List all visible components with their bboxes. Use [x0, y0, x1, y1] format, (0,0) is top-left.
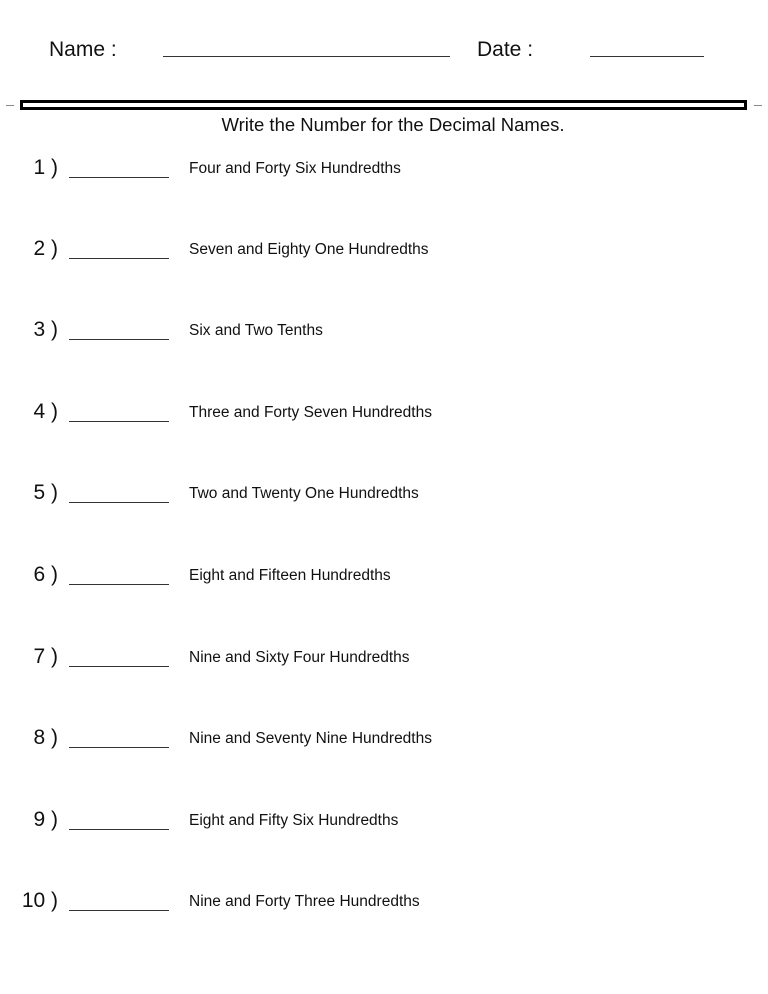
date-field-line[interactable] [590, 56, 704, 57]
question-prompt: Four and Forty Six Hundredths [189, 160, 401, 177]
instructions-heading: Write the Number for the Decimal Names. [221, 114, 565, 135]
question-prompt: Nine and Sixty Four Hundredths [189, 649, 410, 666]
answer-blank[interactable] [69, 910, 169, 911]
question-row [0, 156, 768, 186]
answer-blank[interactable] [69, 747, 169, 748]
question-row [0, 889, 768, 919]
question-number: 9 ) [33, 808, 58, 831]
question-number: 7 ) [33, 645, 58, 668]
question-prompt: Eight and Fifty Six Hundredths [189, 812, 399, 829]
question-row [0, 237, 768, 267]
question-prompt: Nine and Seventy Nine Hundredths [189, 730, 432, 747]
question-number: 8 ) [33, 726, 58, 749]
question-prompt: Three and Forty Seven Hundredths [189, 404, 432, 421]
left-margin-tick [6, 105, 14, 106]
answer-blank[interactable] [69, 666, 169, 667]
question-row [0, 318, 768, 348]
question-number: 5 ) [33, 481, 58, 504]
question-number: 1 ) [33, 156, 58, 179]
question-row [0, 400, 768, 430]
question-prompt: Two and Twenty One Hundredths [189, 485, 419, 502]
header-divider-bar [20, 100, 747, 110]
question-number: 10 ) [21, 889, 58, 912]
answer-blank[interactable] [69, 829, 169, 830]
question-prompt: Seven and Eighty One Hundredths [189, 241, 429, 258]
answer-blank[interactable] [69, 339, 169, 340]
answer-blank[interactable] [69, 421, 169, 422]
question-row [0, 481, 768, 511]
question-prompt: Eight and Fifteen Hundredths [189, 567, 391, 584]
question-row [0, 645, 768, 675]
answer-blank[interactable] [69, 177, 169, 178]
question-prompt: Nine and Forty Three Hundredths [189, 893, 420, 910]
question-row [0, 808, 768, 838]
question-row [0, 563, 768, 593]
answer-blank[interactable] [69, 584, 169, 585]
right-margin-tick [754, 105, 762, 106]
question-number: 4 ) [33, 400, 58, 423]
question-number: 2 ) [33, 237, 58, 260]
question-number: 6 ) [33, 563, 58, 586]
question-row [0, 726, 768, 756]
answer-blank[interactable] [69, 258, 169, 259]
question-number: 3 ) [33, 318, 58, 341]
name-field-line[interactable] [163, 56, 450, 57]
date-label: Date : [477, 38, 534, 61]
question-prompt: Six and Two Tenths [189, 322, 323, 339]
answer-blank[interactable] [69, 502, 169, 503]
name-label: Name : [49, 38, 117, 61]
